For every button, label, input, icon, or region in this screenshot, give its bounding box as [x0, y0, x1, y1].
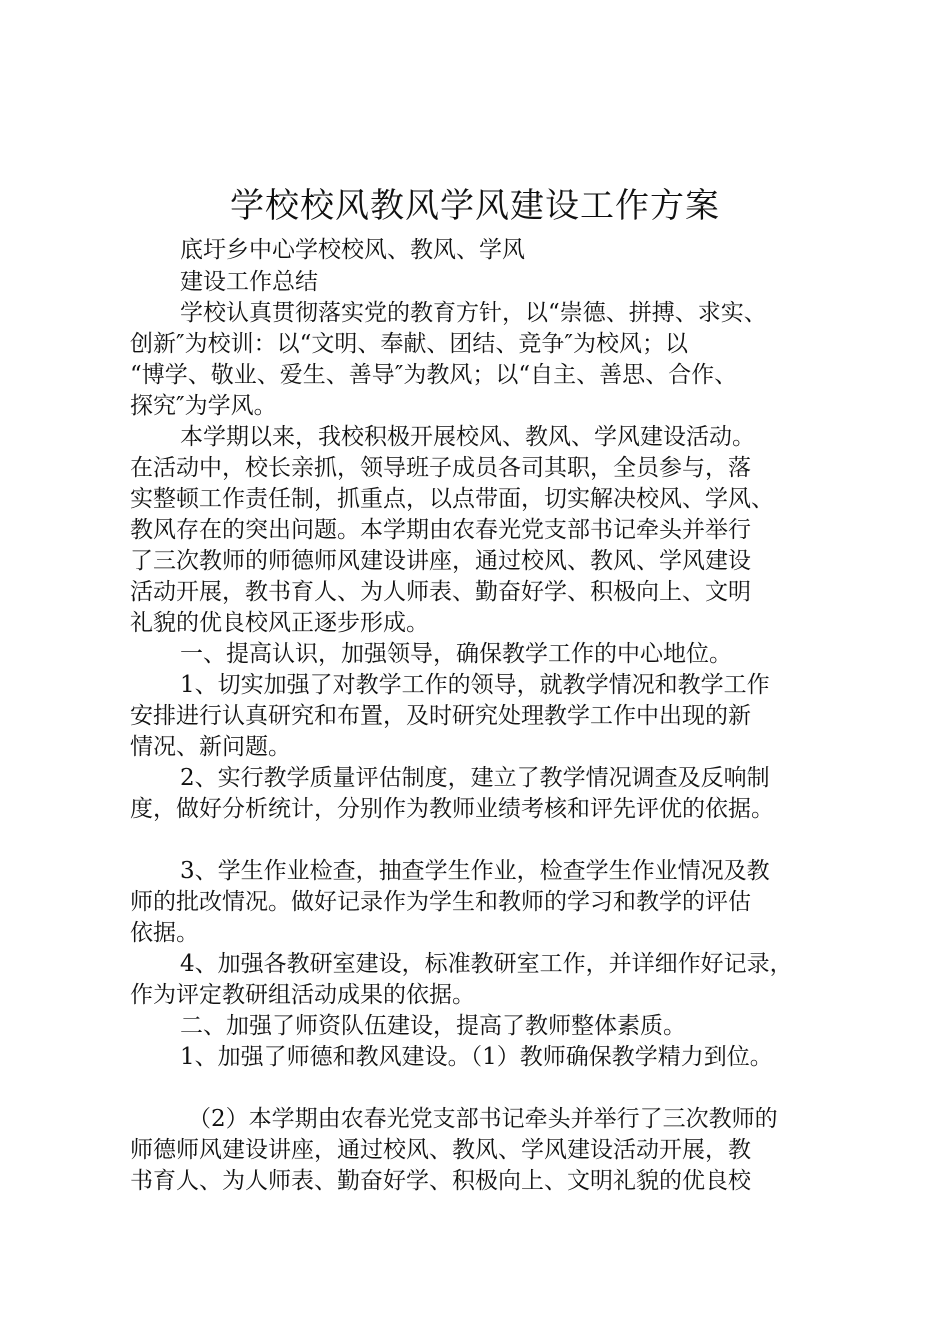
text-line: 活动开展，教书育人、为人师表、勤奋好学、积极向上、文明	[130, 579, 751, 605]
text-line: 学校认真贯彻落实党的教育方针，以“崇德、拼搏、求实、	[180, 300, 767, 326]
text-line: 2、实行教学质量评估制度，建立了教学情况调查及反响制	[180, 765, 770, 791]
text-line: 依据。	[130, 920, 199, 946]
text-line: 师的批改情况。做好记录作为学生和教师的学习和教学的评估	[130, 889, 751, 915]
text-line: 创新″为校训：以“文明、奉献、团结、竞争″为校风；以	[130, 331, 688, 357]
text-line: “博学、敬业、爱生、善导″为教风；以“自主、善思、合作、	[130, 362, 738, 388]
text-line: 实整顿工作责任制，抓重点，以点带面，切实解决校风、学风、	[130, 486, 774, 512]
text-line: 教风存在的突出问题。本学期由农春光党支部书记牵头并举行	[130, 517, 751, 543]
text-line: 二、加强了师资队伍建设，提高了教师整体素质。	[180, 1013, 686, 1039]
text-line: 礼貌的优良校风正逐步形成。	[130, 610, 429, 636]
text-line: 作为评定教研组活动成果的依据。	[130, 982, 475, 1008]
text-line: 4、加强各教研室建设，标准教研室工作，并详细作好记录，	[180, 951, 793, 977]
document-title: 学校校风教风学风建设工作方案	[230, 186, 720, 226]
text-line: 书育人、为人师表、勤奋好学、积极向上、文明礼貌的优良校	[130, 1168, 751, 1194]
text-line: 本学期以来，我校积极开展校风、教风、学风建设活动。	[180, 424, 755, 450]
text-line: 3、学生作业检查，抽查学生作业，检查学生作业情况及教	[180, 858, 770, 884]
text-line: 底圩乡中心学校校风、教风、学风	[180, 237, 525, 263]
text-line: 探究″为学风。	[130, 393, 277, 419]
text-line: 一、提高认识，加强领导，确保教学工作的中心地位。	[180, 641, 732, 667]
text-line: 建设工作总结	[180, 269, 318, 295]
text-line: 度，做好分析统计，分别作为教师业绩考核和评先评优的依据。	[130, 796, 774, 822]
text-line: （2）本学期由农春光党支部书记牵头并举行了三次教师的	[188, 1106, 778, 1132]
text-line: 1、加强了师德和教风建设。（1）教师确保教学精力到位。	[180, 1044, 773, 1070]
text-line: 1、切实加强了对教学工作的领导，就教学情况和教学工作	[180, 672, 770, 698]
text-line: 在活动中，校长亲抓，领导班子成员各司其职，全员参与，落	[130, 455, 751, 481]
text-line: 安排进行认真研究和布置，及时研究处理教学工作中出现的新	[130, 703, 751, 729]
text-line: 师德师风建设讲座，通过校风、教风、学风建设活动开展，教	[130, 1137, 751, 1163]
text-line: 情况、新问题。	[130, 734, 291, 760]
text-line: 了三次教师的师德师风建设讲座，通过校风、教风、学风建设	[130, 548, 751, 574]
